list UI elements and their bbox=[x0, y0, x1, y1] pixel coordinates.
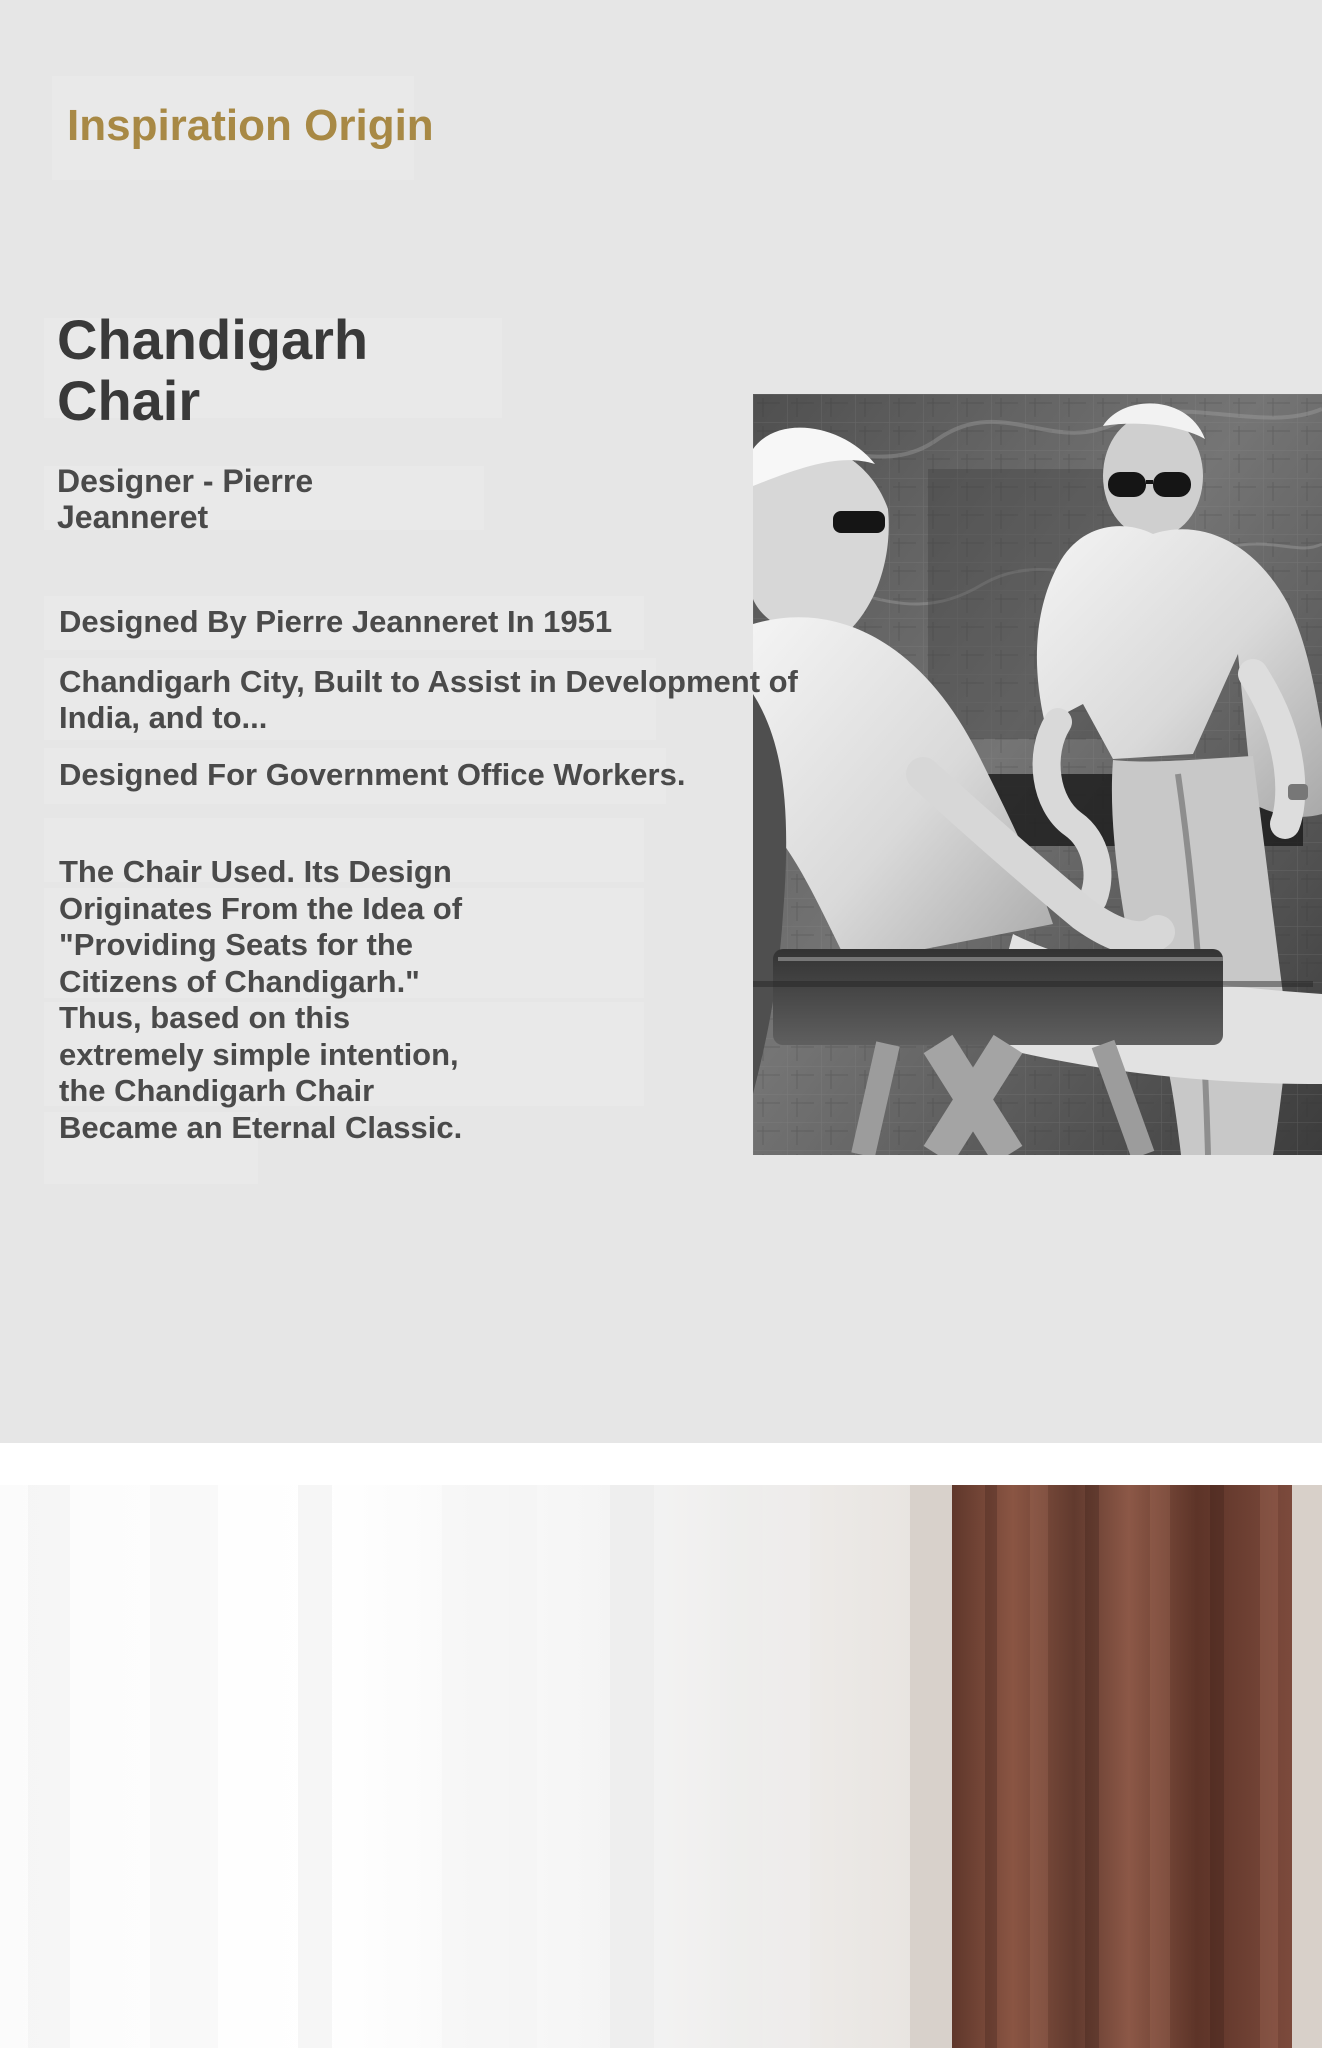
curtain-image bbox=[0, 1443, 1322, 2048]
section-label: Inspiration Origin bbox=[67, 101, 434, 150]
design-year-text: Designed By Pierre Jeanneret In 1951 bbox=[59, 604, 613, 639]
designer-archive-photo bbox=[753, 394, 1322, 1155]
designer-name: Designer - Pierre Jeanneret bbox=[57, 463, 314, 535]
city-development-text: Chandigarh City, Built to Assist in Development of India, and to... bbox=[59, 664, 798, 735]
archival-photo-illustration bbox=[753, 394, 1322, 1155]
product-title: Chandigarh Chair bbox=[57, 308, 369, 432]
design-story-text: The Chair Used. Its Design Originates From the Idea of "Providing Seats for the Citizens of Chandigarh." Thus, based on this extremely simple intention, the Chandigarh Chair Became an Eternal Classic. bbox=[59, 854, 463, 1145]
curtain-product-banner bbox=[0, 1443, 1322, 2048]
office-workers-text: Designed For Government Office Workers. bbox=[59, 757, 686, 792]
